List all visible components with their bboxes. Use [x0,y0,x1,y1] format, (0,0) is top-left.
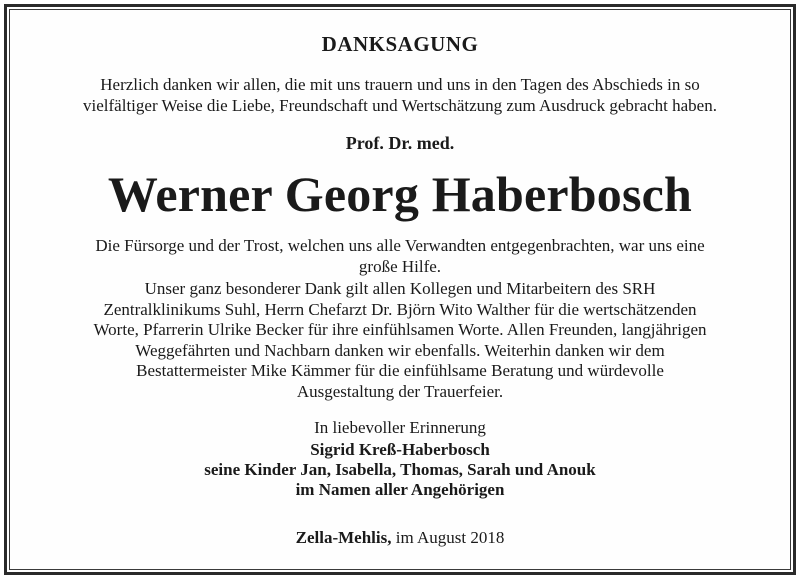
place-date [14,528,786,548]
family-children: seine Kinder Jan, Isabella, Thomas, Sarah und Anouk [204,460,596,479]
place-city: Zella-Mehlis, [295,528,392,547]
thanks-line: Unser ganz besonderer Dank gilt allen Kollegen und Mitarbeitern des SRH [144,279,656,298]
care-line: große Hilfe. [358,257,442,276]
intro-line: vielfältiger Weise die Liebe, Freundschaft und Wertschätzung zum Ausdruck gebracht haben. [83,96,717,115]
thanks-line: Worte, Pfarrerin Ulrike Becker für ihre einfühlsamen Worte. Allen Freunden, langjährigen [93,320,707,339]
deceased-name: Werner Georg Haberbosch [107,166,693,222]
thanks-line: Ausgestaltung der Trauerfeier. [296,381,504,401]
family-relatives: im Namen aller Angehörigen [295,480,505,499]
notice-heading: DANKSAGUNG [321,32,479,56]
care-line: Die Fürsorge und der Trost, welchen uns alle Verwandten entgegenbrachten, war uns eine [95,236,705,255]
thanks-line: Bestattermeister Mike Kämmer für die einfühlsame Beratung und würdevolle [136,361,664,380]
memory-line: In liebevoller Erinnerung [314,418,486,437]
intro-paragraph [14,74,786,116]
intro-line: Herzlich danken wir allen, die mit uns trauern und uns in den Tagen des Abschieds in so [100,75,700,94]
thanks-line: Zentralklinikums Suhl, Herrn Chefarzt Dr. Björn Wito Walther für die wertschätzenden [103,299,697,319]
academic-title: Prof. Dr. med. [345,133,455,153]
place-month: im August 2018 [391,528,505,547]
family-widow: Sigrid Kreß-Haberbosch [310,440,490,459]
thanks-line: Weggefährten und Nachbarn danken wir ebenfalls. Weiterhin danken wir dem [135,340,665,360]
care-paragraph [14,235,786,277]
thanks-paragraph [14,279,786,402]
